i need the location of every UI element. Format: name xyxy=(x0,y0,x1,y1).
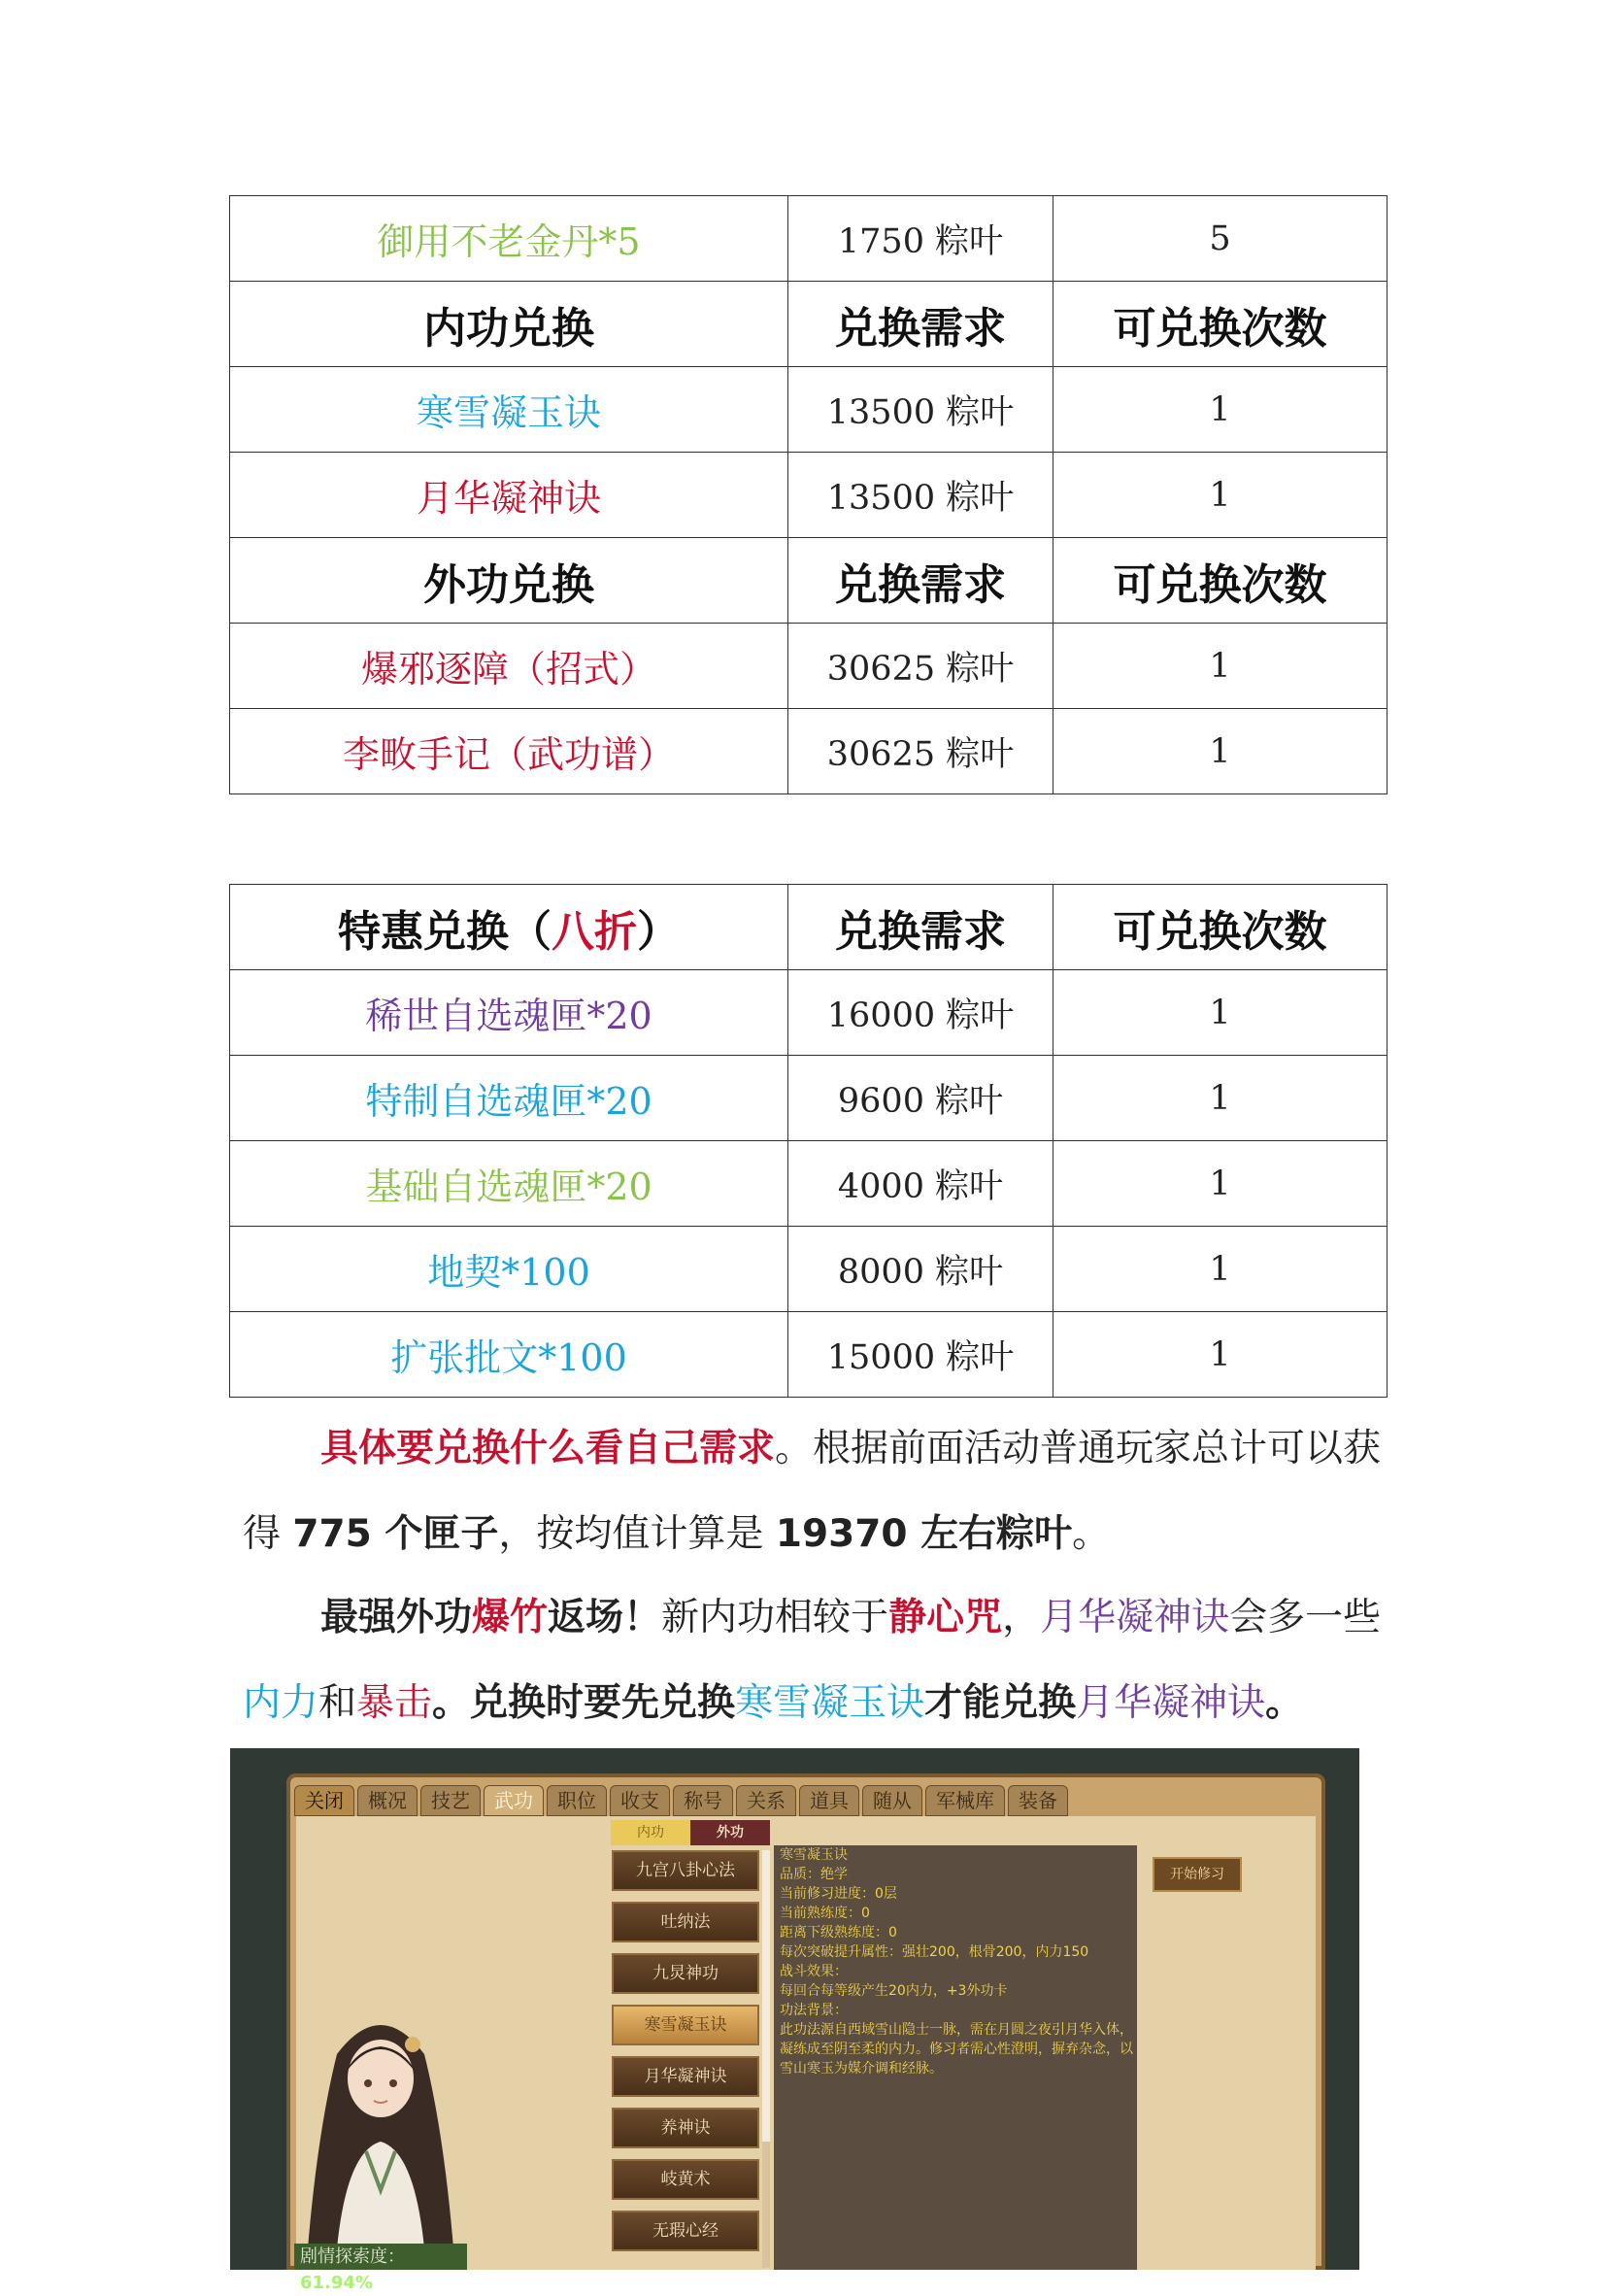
skill-list xyxy=(612,1850,759,2262)
text: 会多一些 xyxy=(1229,1596,1382,1639)
game-screenshot xyxy=(230,1748,1359,2293)
item-cost: 13500 粽叶 xyxy=(788,367,1053,453)
skill-item[interactable]: 九炅神功 xyxy=(612,1953,759,1994)
tab-equipment[interactable]: 装备 xyxy=(1008,1785,1068,1816)
item-count: 1 xyxy=(1053,1141,1388,1227)
tab-title[interactable]: 称号 xyxy=(673,1785,733,1816)
tab-items[interactable]: 道具 xyxy=(799,1785,859,1816)
bold-text: 19370 左右粽叶 xyxy=(775,1512,1073,1556)
header-category xyxy=(230,885,788,970)
detail-line: 距离下级熟练度：0 xyxy=(780,1925,897,1941)
learn-skill-button[interactable]: 开始修习 xyxy=(1153,1857,1242,1892)
header-count: 可兑换次数 xyxy=(1053,885,1388,970)
table-header-row xyxy=(230,885,1388,970)
martial-subtabs xyxy=(611,1820,770,1845)
item-cost: 13500 粽叶 xyxy=(788,453,1053,538)
bold-text: 775 个匣子 xyxy=(292,1512,499,1556)
subtab-inner-skill[interactable]: 内功 xyxy=(611,1820,690,1845)
highlight-text: 月华凝神诀 xyxy=(1076,1681,1266,1725)
item-name: 地契*100 xyxy=(230,1227,788,1312)
item-count: 5 xyxy=(1053,196,1388,282)
table-header-row xyxy=(230,538,1388,624)
tab-finance[interactable]: 收支 xyxy=(610,1785,670,1816)
item-cost: 4000 粽叶 xyxy=(788,1141,1053,1227)
skill-item-selected[interactable]: 寒雪凝玉诀 xyxy=(612,2005,759,2045)
detail-line: 每次突破提升属性：强壮200，根骨200，内力150 xyxy=(780,1944,1089,1960)
bold-text: 。兑换时要先兑换 xyxy=(432,1681,736,1725)
table-row xyxy=(230,1141,1388,1227)
paragraph-exchange-advice xyxy=(243,1406,1388,1577)
highlight-text: 暴击 xyxy=(356,1681,433,1725)
paragraph-skill-advice xyxy=(243,1575,1388,1746)
text: ， xyxy=(1002,1596,1041,1639)
text: ，按均值计算是 xyxy=(498,1512,776,1556)
skill-item[interactable]: 岐黄术 xyxy=(612,2159,759,2200)
header-prefix: 特惠兑换（ xyxy=(338,906,552,957)
detail-line: 战斗效果： xyxy=(780,1964,848,1979)
detail-line: 功法背景： xyxy=(780,2003,848,2018)
item-cost: 16000 粽叶 xyxy=(788,970,1053,1056)
item-cost: 15000 粽叶 xyxy=(788,1312,1053,1398)
detail-line: 寒雪凝玉诀 xyxy=(780,1847,848,1863)
bold-text: 最强外功 xyxy=(320,1596,473,1639)
detail-line: 当前熟练度：0 xyxy=(780,1906,870,1921)
text: 新内功相较于 xyxy=(661,1596,889,1639)
item-name: 特制自选魂匣*20 xyxy=(230,1056,788,1141)
detail-line: 每回合每等级产生20内力，+3外功卡 xyxy=(780,1983,1008,1999)
detail-line: 品质：绝学 xyxy=(780,1867,848,1882)
tab-skills[interactable]: 技艺 xyxy=(420,1785,481,1816)
item-cost: 30625 粽叶 xyxy=(788,709,1053,794)
table-row xyxy=(230,453,1388,538)
table-header-row xyxy=(230,282,1388,367)
highlight-text: 内力 xyxy=(243,1681,319,1725)
highlight-text: 月华凝神诀 xyxy=(1040,1596,1230,1639)
item-name: 月华凝神诀 xyxy=(230,453,788,538)
header-category: 外功兑换 xyxy=(230,538,788,624)
item-name: 基础自选魂匣*20 xyxy=(230,1141,788,1227)
character-portrait xyxy=(298,1996,463,2248)
item-cost: 1750 粽叶 xyxy=(788,196,1053,282)
item-name: 寒雪凝玉诀 xyxy=(230,367,788,453)
table-row xyxy=(230,624,1388,709)
skill-item[interactable]: 养神诀 xyxy=(612,2108,759,2148)
item-cost: 9600 粽叶 xyxy=(788,1056,1053,1141)
progress-value: 61.94% xyxy=(300,2273,373,2293)
highlight-text: 静心咒 xyxy=(888,1596,1003,1639)
item-name: 扩张批文*100 xyxy=(230,1312,788,1398)
scrollbar-thumb[interactable] xyxy=(762,1850,770,2142)
tab-armory[interactable]: 军械库 xyxy=(925,1785,1005,1816)
text: 和 xyxy=(318,1681,357,1725)
detail-line: 此功法源自西域雪山隐士一脉，需在月圆之夜引月华入体，凝练成至阴至柔的内力。修习者需心性澄明，摒弃杂念，以雪山寒玉为媒介调和经脉。 xyxy=(780,2022,1133,2077)
detail-line: 当前修习进度：0层 xyxy=(780,1886,897,1902)
highlight-text: 寒雪凝玉诀 xyxy=(735,1681,925,1725)
bold-text: 才能兑换 xyxy=(924,1681,1077,1725)
item-cost: 8000 粽叶 xyxy=(788,1227,1053,1312)
highlight-text: 爆竹 xyxy=(472,1596,549,1639)
text: 得 xyxy=(243,1512,293,1556)
table-row xyxy=(230,196,1388,282)
item-count: 1 xyxy=(1053,367,1388,453)
bold-text: 。 xyxy=(1265,1681,1304,1725)
skill-item[interactable]: 九宫八卦心法 xyxy=(612,1850,759,1891)
skill-list-scrollbar[interactable] xyxy=(762,1850,770,2268)
tab-followers[interactable]: 随从 xyxy=(862,1785,922,1816)
item-name: 稀世自选魂匣*20 xyxy=(230,970,788,1056)
game-tab-bar xyxy=(294,1785,1068,1814)
item-name: 御用不老金丹*5 xyxy=(230,196,788,282)
tab-position[interactable]: 职位 xyxy=(547,1785,607,1816)
skill-item[interactable]: 无瑕心经 xyxy=(612,2211,759,2251)
progress-label: 剧情探索度： xyxy=(300,2246,405,2267)
header-cost: 兑换需求 xyxy=(788,282,1053,367)
header-cost: 兑换需求 xyxy=(788,885,1053,970)
table-row xyxy=(230,1312,1388,1398)
header-suffix: ） xyxy=(637,906,680,957)
item-count: 1 xyxy=(1053,1056,1388,1141)
exchange-table-1 xyxy=(229,195,1388,794)
discount-label: 八折 xyxy=(552,906,637,957)
tab-close[interactable]: 关闭 xyxy=(294,1785,354,1816)
skill-detail-panel xyxy=(774,1845,1137,2270)
table-row xyxy=(230,1056,1388,1141)
item-count: 1 xyxy=(1053,453,1388,538)
header-count: 可兑换次数 xyxy=(1053,282,1388,367)
story-progress xyxy=(294,2244,467,2293)
item-count: 1 xyxy=(1053,1227,1388,1312)
exchange-table-2 xyxy=(229,884,1388,1398)
item-count: 1 xyxy=(1053,624,1388,709)
tab-overview[interactable]: 概况 xyxy=(357,1785,418,1816)
item-count: 1 xyxy=(1053,1312,1388,1398)
item-name: 李畋手记（武功谱） xyxy=(230,709,788,794)
table-row xyxy=(230,367,1388,453)
table-row xyxy=(230,970,1388,1056)
tab-martial-arts[interactable]: 武功 xyxy=(484,1785,544,1816)
text: 。 xyxy=(1072,1512,1111,1556)
table-row xyxy=(230,709,1388,794)
header-count: 可兑换次数 xyxy=(1053,538,1388,624)
header-category: 内功兑换 xyxy=(230,282,788,367)
item-count: 1 xyxy=(1053,709,1388,794)
bold-text: 返场！ xyxy=(548,1596,662,1639)
item-name: 爆邪逐障（招式） xyxy=(230,624,788,709)
table-row xyxy=(230,1227,1388,1312)
item-count: 1 xyxy=(1053,970,1388,1056)
highlight-text: 具体要兑换什么看自己需求 xyxy=(320,1427,776,1470)
skill-item[interactable]: 月华凝神诀 xyxy=(612,2056,759,2097)
subtab-outer-skill[interactable]: 外功 xyxy=(690,1820,770,1845)
text: 。根据前面活动普通玩家总计可以获 xyxy=(775,1427,1382,1470)
header-cost: 兑换需求 xyxy=(788,538,1053,624)
skill-item[interactable]: 吐纳法 xyxy=(612,1902,759,1942)
item-cost: 30625 粽叶 xyxy=(788,624,1053,709)
tab-relations[interactable]: 关系 xyxy=(736,1785,796,1816)
